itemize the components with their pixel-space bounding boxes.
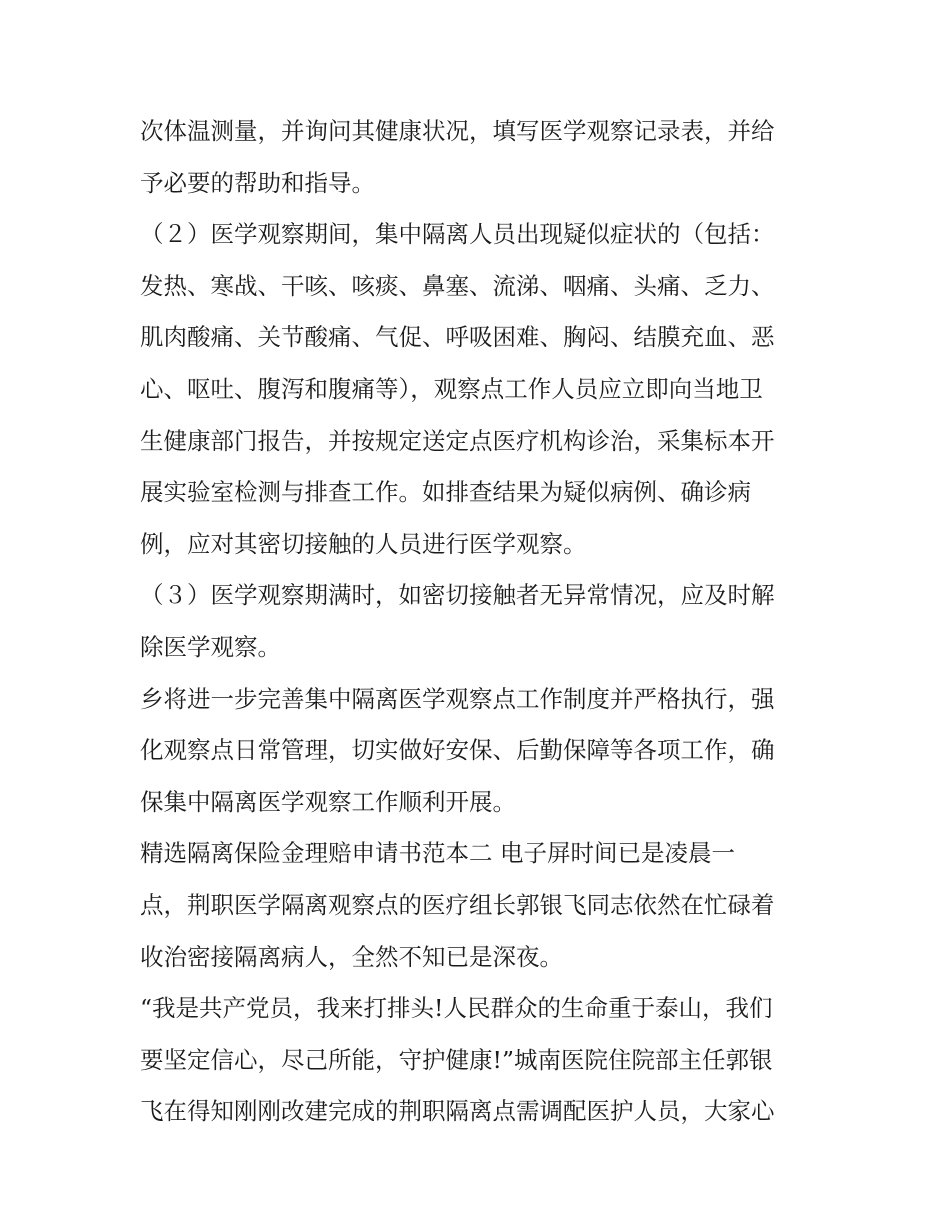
text-line: 乡将进一步完善集中隔离医学观察点工作制度并严格执行，强	[140, 684, 775, 713]
text-line: 化观察点日常管理，切实做好安保、后勤保障等各项工作，确	[140, 736, 775, 765]
text-line: 生健康部门报告，并按规定送定点医疗机构诊治，采集标本开	[140, 426, 775, 455]
document-body	[140, 108, 820, 1140]
text-line: 展实验室检测与排查工作。如排查结果为疑似病例、确诊病	[140, 478, 751, 507]
text-line: 要坚定信心，尽己所能，守护健康!”城南医院住院部主任郭银	[140, 1045, 773, 1074]
text-line: 除医学观察。	[140, 632, 281, 661]
text-line: 保集中隔离医学观察工作顺利开展。	[140, 787, 516, 816]
text-line: 收治密接隔离病人，全然不知已是深夜。	[140, 942, 563, 971]
text-line: （３）医学观察期满时，如密切接触者无异常情况，应及时解	[140, 581, 775, 610]
text-line: 例，应对其密切接触的人员进行医学观察。	[140, 529, 587, 558]
text-line: 肌肉酸痛、关节酸痛、气促、呼吸困难、胸闷、结膜充血、恶	[140, 323, 775, 352]
text-line: 发热、寒战、干咳、咳痰、鼻塞、流涕、咽痛、头痛、乏力、	[140, 271, 775, 300]
text-line: 点，荆职医学隔离观察点的医疗组长郭银飞同志依然在忙碌着	[140, 890, 775, 919]
text-line: 予必要的帮助和指导。	[140, 168, 375, 197]
text-line: 精选隔离保险金理赔申请书范本二 电子屏时间已是凌晨一	[140, 839, 735, 868]
text-line: （２）医学观察期间，集中隔离人员出现疑似症状的（包括：	[140, 220, 775, 249]
text-line: 心、呕吐、腹泻和腹痛等），观察点工作人员应立即向当地卫	[140, 374, 763, 403]
text-line: 飞在得知刚刚改建完成的荆职隔离点需调配医护人员，大家心	[140, 1097, 775, 1126]
text-line: 次体温测量，并询问其健康状况，填写医学观察记录表，并给	[140, 117, 775, 145]
text-line: “我是共产党员，我来打排头!人民群众的生命重于泰山，我们	[140, 994, 773, 1023]
